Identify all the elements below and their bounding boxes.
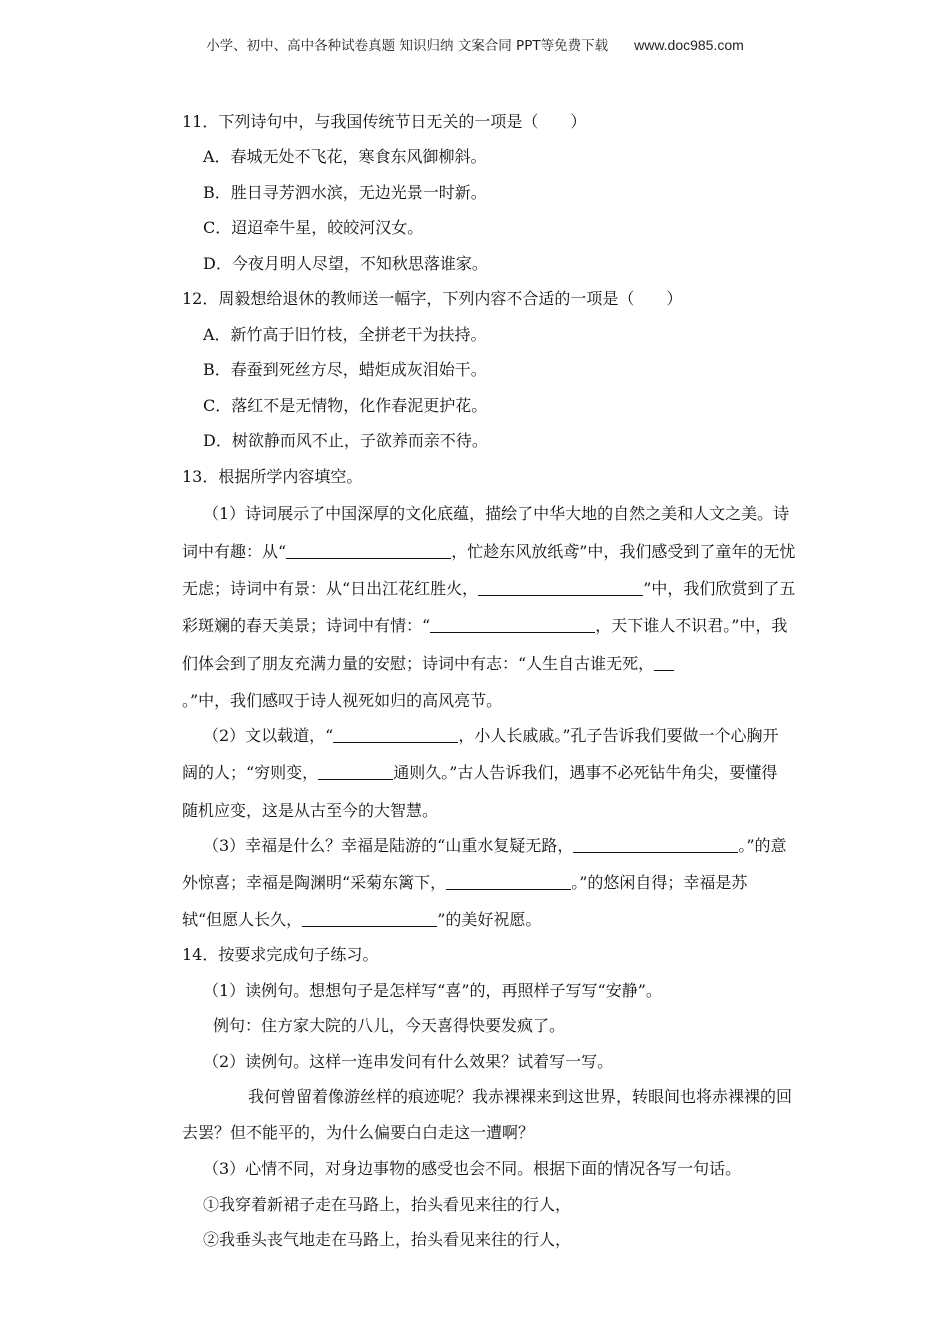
q11-option-d: D．今夜月明人尽望，不知秋思落谁家。 — [203, 254, 488, 273]
header-site: www.doc985.com — [634, 37, 744, 53]
fill-blank[interactable] — [302, 910, 437, 927]
q12-option-b: B．春蚕到死丝方尽，蜡炬成灰泪始干。 — [203, 360, 487, 379]
fill-blank[interactable] — [478, 579, 643, 596]
q13-p1-line1: （1）诗词展示了中国深厚的文化底蕴，描绘了中华大地的自然之美和人文之美。诗 — [203, 504, 790, 523]
q14-stem: 14．按要求完成句子练习。 — [182, 945, 379, 964]
q14-sub3: （3）心情不同，对身边事物的感受也会不同。根据下面的情况各写一句话。 — [203, 1159, 742, 1178]
q11-stem: 11．下列诗句中，与我国传统节日无关的一项是（ ） — [182, 112, 587, 131]
q13-p2-line2: 阔的人；“穷则变， 通则久。”古人告诉我们，遇事不必死钻牛角尖，要懂得 — [182, 763, 778, 782]
q13-p3-line1: （3）幸福是什么？幸福是陆游的“山重水复疑无路， 。”的意 — [203, 836, 787, 855]
q13-p1-line4: 彩斑斓的春天美景；诗词中有情：“ ，天下谁人不识君。”中，我 — [182, 616, 788, 635]
q12-option-d: D．树欲静而风不止，子欲养而亲不待。 — [203, 431, 488, 450]
fill-blank[interactable] — [333, 726, 458, 743]
q14-sub1: （1）读例句。想想句子是怎样写“喜”的，再照样子写写“安静”。 — [203, 981, 662, 1000]
q12-option-c: C．落红不是无情物，化作春泥更护花。 — [203, 396, 488, 415]
q13-p3-line2: 外惊喜；幸福是陶渊明“采菊东篱下， 。”的悠闲自得；幸福是苏 — [182, 873, 748, 892]
q13-p3-line3: 轼“但愿人长久， ”的美好祝愿。 — [182, 910, 542, 929]
q14-case1: ①我穿着新裙子走在马路上，抬头看见来往的行人， — [203, 1195, 572, 1214]
q13-p1-line2: 词中有趣：从“ ，忙趁东风放纸鸢”中，我们感受到了童年的无忧 — [182, 542, 796, 561]
q13-p2-line3: 随机应变，这是从古至今的大智慧。 — [182, 801, 439, 820]
fill-blank[interactable] — [318, 763, 393, 780]
fill-blank[interactable] — [446, 873, 571, 890]
page-header — [0, 34, 950, 54]
q13-p1-line3: 无虑；诗词中有景：从“日出江花红胜火， ”中，我们欣赏到了五 — [182, 579, 796, 598]
q14-example: 例句：住方家大院的八儿，今天喜得快要发疯了。 — [213, 1016, 566, 1035]
fill-blank[interactable] — [286, 542, 451, 559]
fill-blank[interactable] — [573, 836, 738, 853]
q12-stem: 12．周毅想给退休的教师送一幅字，下列内容不合适的一项是（ ） — [182, 289, 683, 308]
header-text: 小学、初中、高中各种试卷真题 知识归纳 文案合同 PPT等免费下载 — [206, 38, 609, 54]
q11-option-c: C．迢迢牵牛星，皎皎河汉女。 — [203, 218, 424, 237]
q13-p2-line1: （2）文以载道，“ ，小人长戚戚。”孔子告诉我们要做一个心胸开 — [203, 726, 779, 745]
q13-stem: 13．根据所学内容填空。 — [182, 467, 363, 486]
q13-p1-line6: 。”中，我们感叹于诗人视死如归的高风亮节。 — [182, 691, 503, 710]
q14-quote-line2: 去罢？但不能平的，为什么偏要白白走这一遭啊？ — [182, 1123, 535, 1142]
q14-sub2: （2）读例句。这样一连串发问有什么效果？试着写一写。 — [203, 1052, 614, 1071]
q14-quote-line1: 我何曾留着像游丝样的痕迹呢？我赤裸裸来到这世界，转眼间也将赤裸裸的回 — [248, 1087, 793, 1106]
q13-p1-line5: 们体会到了朋友充满力量的安慰；诗词中有志：“人生自古谁无死， — [182, 653, 674, 675]
q11-option-a: A．春城无处不飞花，寒食东风御柳斜。 — [203, 147, 487, 166]
fill-blank[interactable] — [430, 616, 595, 633]
fill-blank[interactable] — [654, 654, 674, 671]
q12-option-a: A．新竹高于旧竹枝，全拼老干为扶持。 — [203, 325, 487, 344]
q14-case2: ②我垂头丧气地走在马路上，抬头看见来往的行人， — [203, 1230, 572, 1249]
q11-option-b: B．胜日寻芳泗水滨，无边光景一时新。 — [203, 183, 487, 202]
